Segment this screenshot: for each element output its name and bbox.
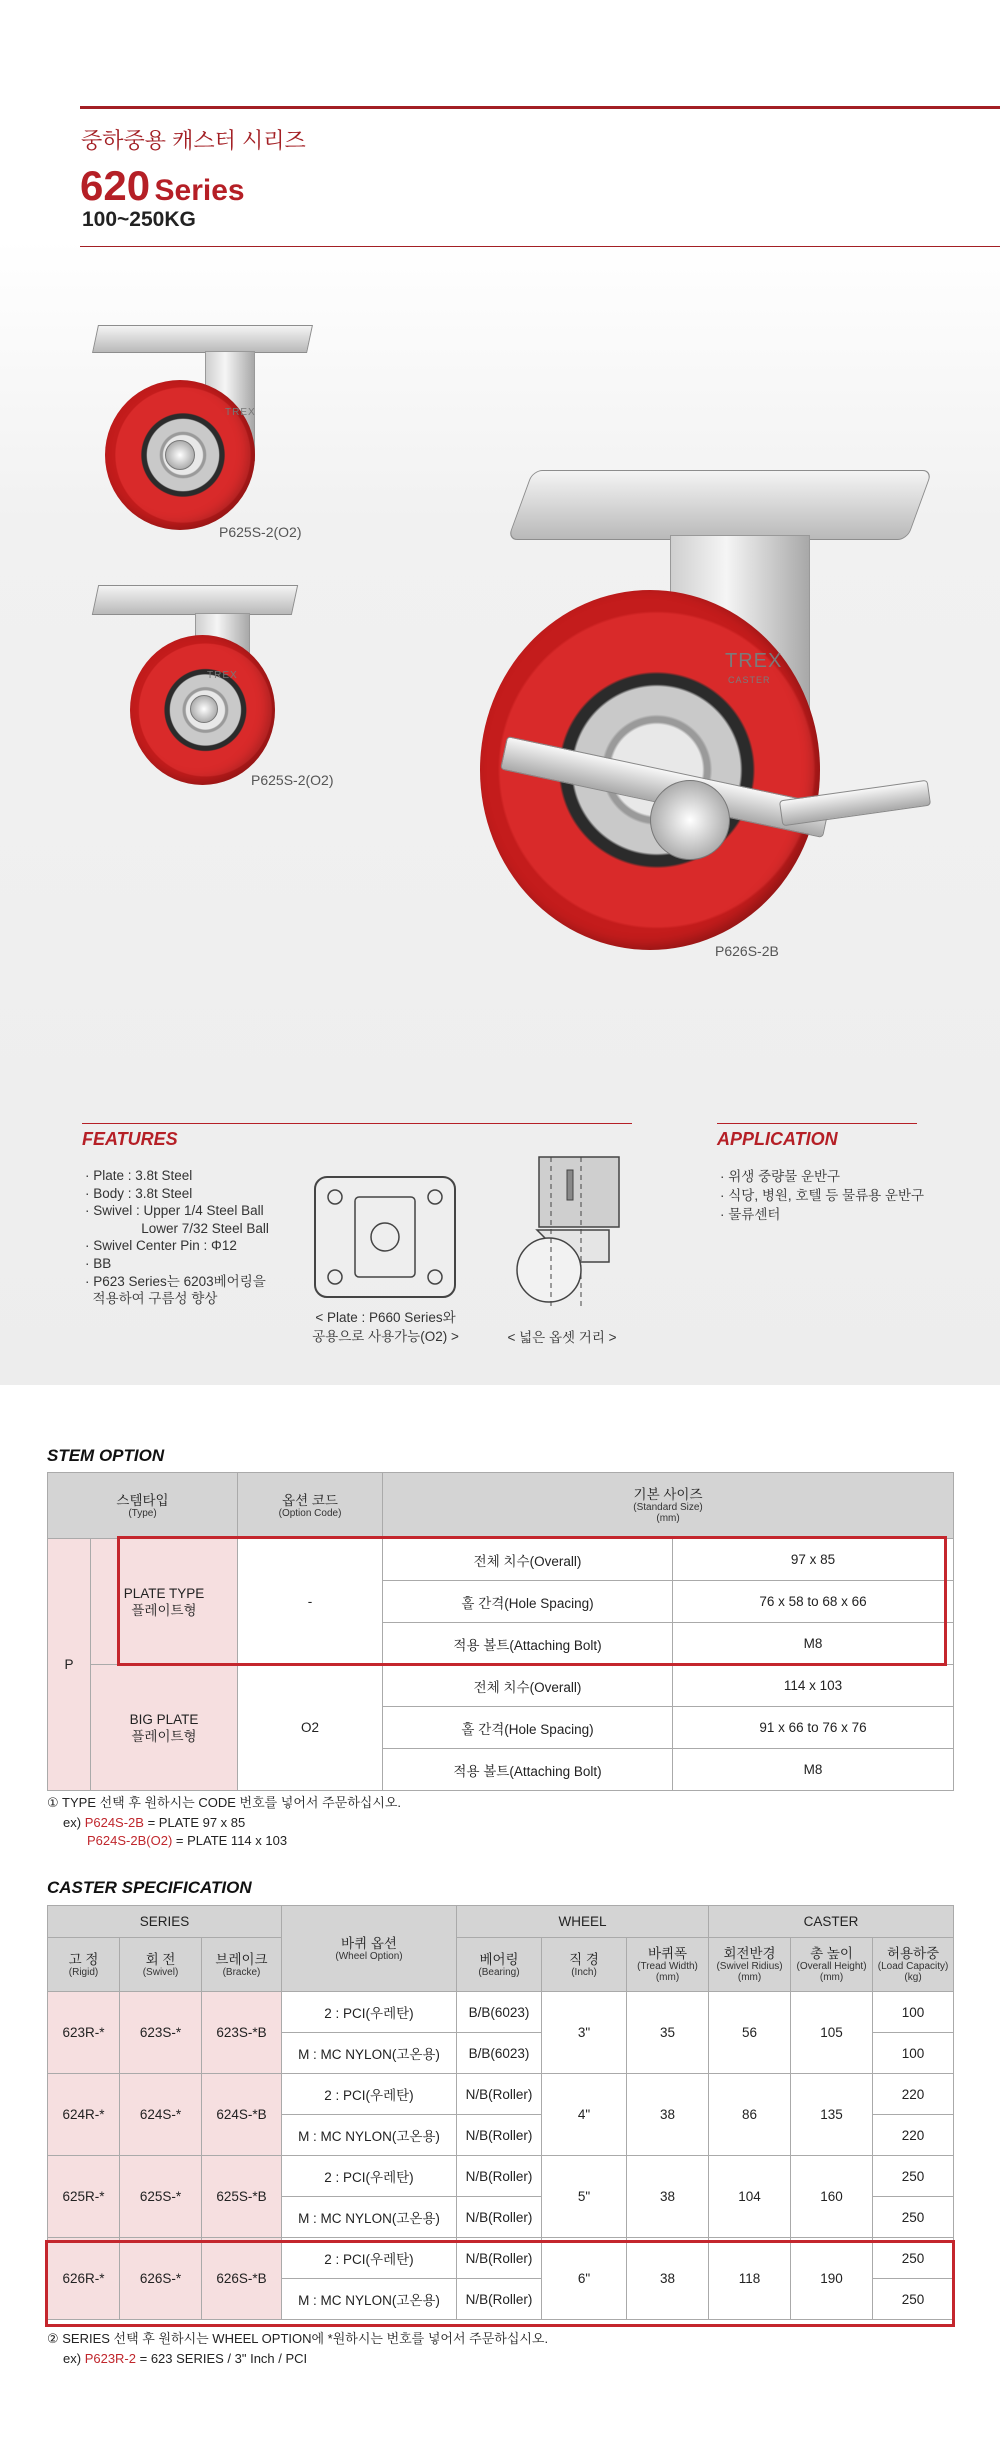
application-item: · 식당, 병원, 호텔 등 물류용 운반구 <box>720 1188 925 1203</box>
features-list <box>85 1167 269 1308</box>
swivel-radius: 86 <box>709 2074 791 2156</box>
spec-row <box>48 1992 954 2033</box>
stem-spec-label: 홀 간격(Hole Spacing) <box>383 1707 673 1749</box>
image-label-2: P625S-2(O2) <box>251 772 334 788</box>
bearing: N/B(Roller) <box>457 2074 542 2115</box>
stem-header-size: 기본 사이즈 (Standard Size) (mm) <box>383 1473 954 1539</box>
stem-header-type: 스템타입 (Type) <box>48 1473 238 1539</box>
header-brake: 브레이크 (Bracke) <box>202 1938 282 1992</box>
spec-row <box>48 2156 954 2197</box>
load-capacity: 250 <box>873 2238 954 2279</box>
image-label-3: P626S-2B <box>715 943 779 959</box>
wheel-diameter: 6" <box>542 2238 627 2320</box>
swivel-model: 624S-* <box>120 2074 202 2156</box>
header-bearing: 베어링 (Bearing) <box>457 1938 542 1992</box>
wheel-option: 2 : PCI(우레탄) <box>282 2156 457 2197</box>
overall-height: 135 <box>791 2074 873 2156</box>
swivel-model: 626S-* <box>120 2238 202 2320</box>
stem-option-table <box>47 1472 954 1791</box>
stem-spec-value: 114 x 103 <box>673 1665 954 1707</box>
bearing: N/B(Roller) <box>457 2156 542 2197</box>
swivel-model: 623S-* <box>120 1992 202 2074</box>
spec-example: ex) P623R-2 = 623 SERIES / 3" Inch / PCI <box>63 2351 308 2366</box>
plate-caption-line-2: 공용으로 사용가능(O2) > <box>312 1329 459 1344</box>
wheel-diameter: 5" <box>542 2156 627 2238</box>
brake-model: 626S-*B <box>202 2238 282 2320</box>
stem-option-title: STEM OPTION <box>47 1446 165 1465</box>
series-number: 620 <box>80 162 151 209</box>
application-list <box>720 1167 924 1224</box>
bearing: B/B(6023) <box>457 2033 542 2074</box>
wheel-option: M : MC NYLON(고온용) <box>282 2279 457 2320</box>
stem-spec-label: 전체 치수(Overall) <box>383 1665 673 1707</box>
stem-example-2: P624S-2B(O2) = PLATE 114 x 103 <box>87 1833 288 1848</box>
load-capacity: 100 <box>873 2033 954 2074</box>
stem-spec-value: 76 x 58 to 68 x 66 <box>673 1581 954 1623</box>
swivel-radius: 104 <box>709 2156 791 2238</box>
stem-header-code: 옵션 코드 (Option Code) <box>238 1473 383 1539</box>
header-rigid: 고 정 (Rigid) <box>48 1938 120 1992</box>
header-swivel: 회 전 (Swivel) <box>120 1938 202 1992</box>
overall-height: 190 <box>791 2238 873 2320</box>
tread-width: 35 <box>627 1992 709 2074</box>
offset-caption: < 넓은 옵셋 거리 > <box>507 1330 617 1345</box>
wheel-option: 2 : PCI(우레탄) <box>282 2238 457 2279</box>
header-divider-bottom <box>80 246 1000 247</box>
rigid-model: 624R-* <box>48 2074 120 2156</box>
stem-spec-value: 91 x 66 to 76 x 76 <box>673 1707 954 1749</box>
tread-width: 38 <box>627 2238 709 2320</box>
plate-caption-line-1: < Plate : P660 Series와 <box>315 1310 456 1325</box>
features-divider <box>82 1123 632 1124</box>
rigid-model: 625R-* <box>48 2156 120 2238</box>
header-diameter: 직 경 (Inch) <box>542 1938 627 1992</box>
bearing: N/B(Roller) <box>457 2197 542 2238</box>
feature-item: Lower 7/32 Steel Ball <box>85 1220 269 1236</box>
load-capacity: 250 <box>873 2156 954 2197</box>
stem-example-1: ex) P624S-2B = PLATE 97 x 85 <box>63 1815 246 1830</box>
load-capacity: 220 <box>873 2074 954 2115</box>
swivel-model: 625S-* <box>120 2156 202 2238</box>
stem-spec-value: 97 x 85 <box>673 1539 954 1581</box>
stem-type-name: PLATE TYPE 플레이트형 <box>91 1539 238 1665</box>
overall-height: 105 <box>791 1992 873 2074</box>
application-heading: APPLICATION <box>717 1129 838 1149</box>
feature-item: 적용하여 구름성 향상 <box>85 1291 218 1307</box>
load-capacity: 220 <box>873 2115 954 2156</box>
header-divider <box>80 106 1000 109</box>
header-wheel-option: 바퀴 옵션 (Wheel Option) <box>282 1906 457 1992</box>
stem-option-code: - <box>238 1539 383 1665</box>
wheel-diameter: 4" <box>542 2074 627 2156</box>
stem-note: ① TYPE 선택 후 원하시는 CODE 번호를 넣어서 주문하십시오. <box>47 1795 402 1810</box>
plate-caption <box>298 1308 473 1346</box>
capacity-range: 100~250KG <box>82 208 196 231</box>
caster-image-brake: TREX CASTER <box>470 470 940 970</box>
series-subtitle: 중하중용 캐스터 시리즈 <box>81 128 306 153</box>
brake-model: 623S-*B <box>202 1992 282 2074</box>
image-label-1: P625S-2(O2) <box>219 524 302 540</box>
tread-width: 38 <box>627 2156 709 2238</box>
wheel-option: 2 : PCI(우레탄) <box>282 1992 457 2033</box>
rigid-model: 623R-* <box>48 1992 120 2074</box>
spec-row <box>48 2074 954 2115</box>
load-capacity: 250 <box>873 2279 954 2320</box>
bearing: N/B(Roller) <box>457 2115 542 2156</box>
series-title <box>80 162 245 210</box>
overall-height: 160 <box>791 2156 873 2238</box>
feature-item: · BB <box>85 1255 112 1271</box>
spec-row <box>48 2238 954 2279</box>
feature-item: · Plate : 3.8t Steel <box>85 1168 193 1183</box>
feature-item: · Swivel Center Pin : Φ12 <box>85 1238 237 1254</box>
plate-diagram <box>313 1175 458 1300</box>
tread-width: 38 <box>627 2074 709 2156</box>
series-word: Series <box>154 174 245 207</box>
rigid-model: 626R-* <box>48 2238 120 2320</box>
wheel-option: M : MC NYLON(고온용) <box>282 2115 457 2156</box>
header-caster: CASTER <box>709 1906 954 1938</box>
header-series: SERIES <box>48 1906 282 1938</box>
feature-item: · Swivel : Upper 1/4 Steel Ball <box>85 1203 264 1219</box>
feature-item: · Body : 3.8t Steel <box>85 1185 193 1201</box>
features-heading: FEATURES <box>82 1129 178 1149</box>
stem-spec-label: 전체 치수(Overall) <box>383 1539 673 1581</box>
application-divider <box>717 1123 917 1124</box>
swivel-radius: 118 <box>709 2238 791 2320</box>
swivel-radius: 56 <box>709 1992 791 2074</box>
brake-model: 624S-*B <box>202 2074 282 2156</box>
stem-spec-value: M8 <box>673 1749 954 1791</box>
offset-diagram <box>497 1152 627 1312</box>
header-height: 총 높이 (Overall Height) (mm) <box>791 1938 873 1992</box>
application-item: · 물류센터 <box>720 1207 781 1222</box>
spec-body <box>48 1992 954 2320</box>
caster-spec-title: CASTER SPECIFICATION <box>47 1878 252 1897</box>
load-capacity: 100 <box>873 1992 954 2033</box>
stem-option-code: O2 <box>238 1665 383 1791</box>
load-capacity: 250 <box>873 2197 954 2238</box>
brake-model: 625S-*B <box>202 2156 282 2238</box>
wheel-option: M : MC NYLON(고온용) <box>282 2033 457 2074</box>
bearing: N/B(Roller) <box>457 2279 542 2320</box>
stem-spec-label: 적용 볼트(Attaching Bolt) <box>383 1623 673 1665</box>
application-item: · 위생 중량물 운반구 <box>720 1169 841 1184</box>
bearing: B/B(6023) <box>457 1992 542 2033</box>
caster-image-swivel: TREX <box>95 325 315 535</box>
feature-item: · P623 Series는 6203베어링을 <box>85 1273 266 1289</box>
wheel-diameter: 3" <box>542 1992 627 2074</box>
spec-note: ② SERIES 선택 후 원하시는 WHEEL OPTION에 *원하시는 번호를 넣어서 주문하십시오. <box>47 2331 549 2346</box>
header-tread: 바퀴폭 (Tread Width) (mm) <box>627 1938 709 1992</box>
stem-spec-label: 홀 간격(Hole Spacing) <box>383 1581 673 1623</box>
bearing: N/B(Roller) <box>457 2238 542 2279</box>
wheel-option: M : MC NYLON(고온용) <box>282 2197 457 2238</box>
stem-spec-value: M8 <box>673 1623 954 1665</box>
wheel-option: 2 : PCI(우레탄) <box>282 2074 457 2115</box>
header-radius: 회전반경 (Swivel Ridius) (mm) <box>709 1938 791 1992</box>
caster-spec-table <box>47 1905 954 2320</box>
stem-group: P <box>48 1539 91 1791</box>
stem-type-name: BIG PLATE 플레이트형 <box>91 1665 238 1791</box>
header-wheel: WHEEL <box>457 1906 709 1938</box>
header-load: 허용하중 (Load Capacity) (kg) <box>873 1938 954 1992</box>
caster-image-rigid: TREX <box>95 585 315 790</box>
stem-spec-label: 적용 볼트(Attaching Bolt) <box>383 1749 673 1791</box>
